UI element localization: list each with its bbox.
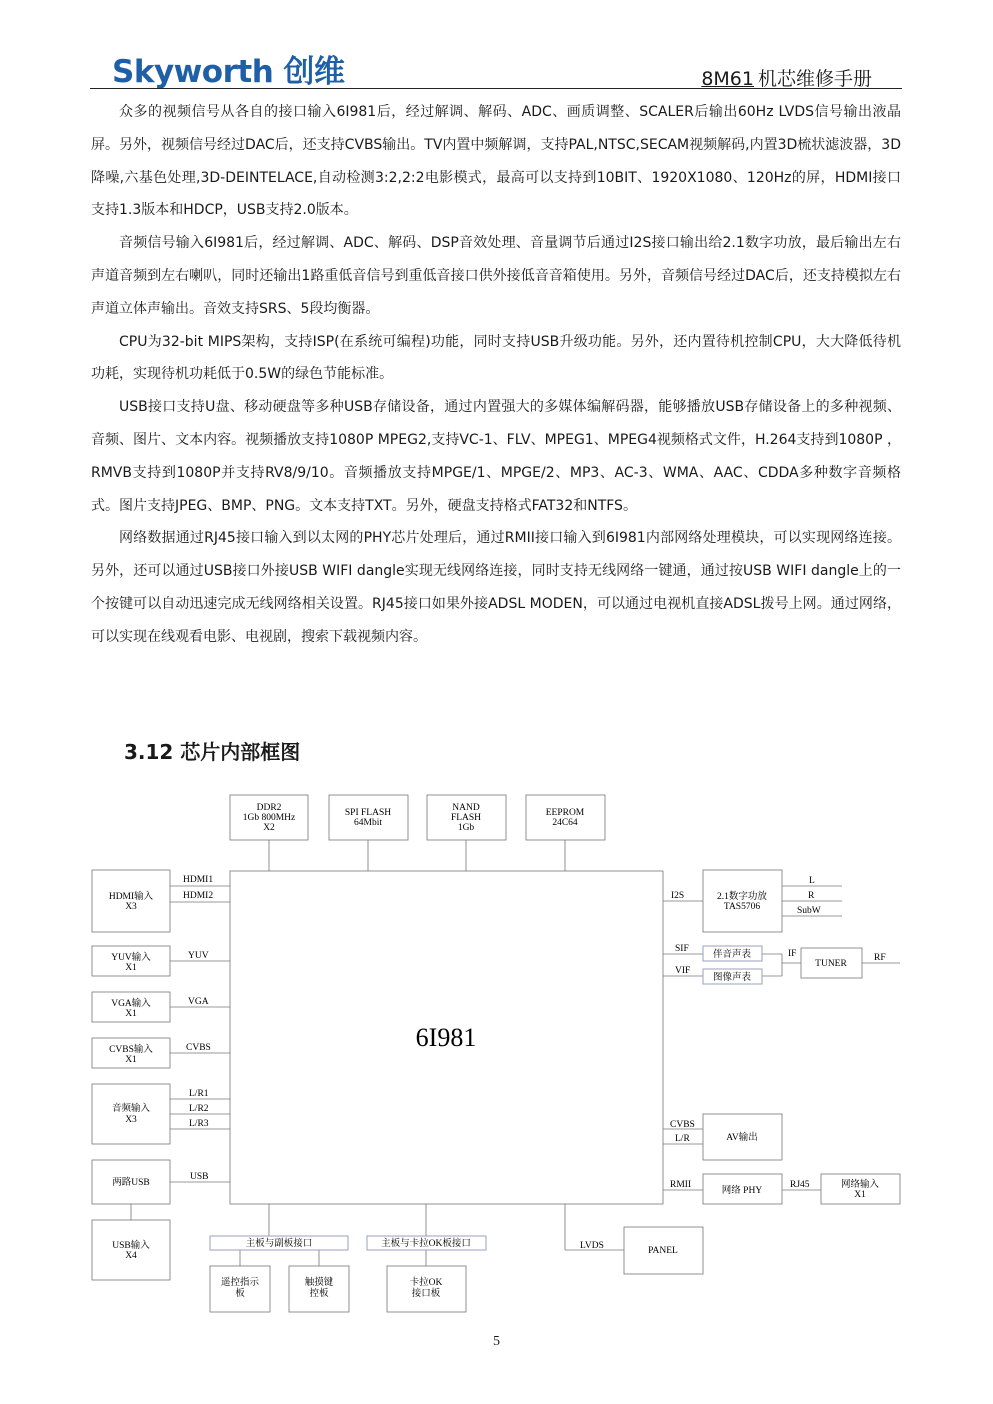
audio-input-qty: X3 xyxy=(125,1115,137,1125)
network-input-qty: X1 xyxy=(854,1190,866,1200)
hdmi-input-qty: X3 xyxy=(125,902,137,912)
paragraph-cpu: CPU为32-bit MIPS架构，支持ISP(在系统可编程)功能，同时支持USB升级功能。另外，还内置待机控制CPU，大大降低待机功耗，实现待机功耗低于0.5W的绿色节能标准。 xyxy=(91,333,901,383)
section-title: 3.12 芯片内部框图 xyxy=(124,740,301,764)
nand-label: NAND xyxy=(452,803,480,813)
block-diagram xyxy=(90,793,905,1318)
yuv-input-label: YUV输入 xyxy=(111,953,151,963)
header-rule xyxy=(90,88,902,89)
signal-lr2: L/R2 xyxy=(189,1104,209,1114)
signal-vga: VGA xyxy=(188,997,209,1007)
signal-sif: SIF xyxy=(675,944,689,954)
ddr2-spec: 1Gb 800MHz xyxy=(242,813,296,823)
signal-lvds: LVDS xyxy=(580,1241,604,1251)
hdmi-input-label: HDMI输入 xyxy=(108,892,154,902)
av-output-label: AV输出 xyxy=(726,1133,758,1143)
signal-usb: USB xyxy=(190,1172,209,1182)
signal-lr3: L/R3 xyxy=(189,1119,209,1129)
paragraph-usb: USB接口支持U盘、移动硬盘等多种USB存储设备，通过内置强大的多媒体编解码器，能够播放USB存储设备上的多种视频、音频、图片、文本内容。视频播放支持1080P MPEG2,支持VC-1、FLV、MPEG1、MPEG4视频格式文件，H.264支持到1080P ，RMVB支持到1080P并支持RV8/9/10。音频播放支持MPGE/1、MPGE/2、MP3、AC-3、WMA、AAC、CDDA多种数字音频格式。图片支持JPEG、BMP、PNG。文本支持TXT。另外，硬盘支持格式FAT32和NTFS。 xyxy=(91,399,901,514)
model-number: 8M61 xyxy=(701,68,754,90)
usb-input-label: USB输入 xyxy=(112,1241,150,1251)
signal-rj45: RJ45 xyxy=(790,1180,810,1190)
network-input-label: 网络输入 xyxy=(840,1180,880,1190)
karaoke-board-label-2: 接口板 xyxy=(411,1289,441,1299)
panel-label: PANEL xyxy=(648,1246,678,1256)
ddr2-label: DDR2 xyxy=(256,803,282,813)
signal-cvbs: CVBS xyxy=(186,1043,211,1053)
ddr2-qty: X2 xyxy=(263,823,275,833)
touch-board-label: 触摸键 xyxy=(304,1278,334,1288)
skyworth-logo: Skyworth 创维 xyxy=(112,54,345,90)
remote-board-label-2: 板 xyxy=(235,1289,245,1299)
signal-hdmi2: HDMI2 xyxy=(183,891,214,901)
paragraph-video: 众多的视频信号从各自的接口输入6I981后，经过解调、解码、ADC、画质调整、SCALER后输出60Hz LVDS信号输出液晶屏。另外，视频信号经过DAC后，还支持CVBS输出。TV内置中频解调，支持PAL,NTSC,SECAM视频解码,内置3D梳状滤波器，3D降噪,六基色处理,3D-DEINTELACE,自动检测3:2,2:2电影模式，最高可以支持到10BIT、1920X1080、120Hz的屏，HDMI接口支持1.3版本和HDCP，USB支持2.0版本。 xyxy=(91,104,901,219)
signal-vif: VIF xyxy=(675,966,691,976)
sub-board-interface-label: 主板与副板接口 xyxy=(245,1239,313,1249)
amplifier-label: 2.1数字功放 xyxy=(717,892,767,902)
audio-input-box xyxy=(92,1084,170,1144)
signal-rf: RF xyxy=(874,953,886,963)
chip-label: 6I981 xyxy=(415,1023,477,1052)
yuv-input-qty: X1 xyxy=(125,963,137,973)
manual-title: 机芯维修手册 xyxy=(757,68,872,90)
eeprom-model: 24C64 xyxy=(552,818,578,828)
tuner-label: TUNER xyxy=(815,959,847,969)
body-text xyxy=(91,96,901,654)
usb-input-qty: X4 xyxy=(125,1251,137,1261)
cvbs-input-label: CVBS输入 xyxy=(109,1045,153,1055)
dual-usb-label: 两路USB xyxy=(112,1178,150,1188)
signal-lr-out: L/R xyxy=(675,1134,690,1144)
signal-hdmi1: HDMI1 xyxy=(183,875,214,885)
page-header xyxy=(90,38,902,90)
spi-flash-label: SPI FLASH xyxy=(344,808,392,818)
picture-saw-filter-label: 图像声表 xyxy=(712,973,752,983)
signal-yuv: YUV xyxy=(188,951,209,961)
document-title xyxy=(671,64,872,91)
touch-board-label-2: 控板 xyxy=(309,1289,329,1299)
signal-r: R xyxy=(808,891,815,901)
amplifier-model: TAS5706 xyxy=(723,902,761,912)
cvbs-input-qty: X1 xyxy=(125,1055,137,1065)
nand-flash-label: FLASH xyxy=(450,813,482,823)
signal-if: IF xyxy=(788,949,797,959)
signal-subw: SubW xyxy=(797,906,821,916)
signal-cvbs-out: CVBS xyxy=(670,1120,695,1130)
page-number: 5 xyxy=(493,1334,500,1349)
karaoke-interface-label: 主板与卡拉OK板接口 xyxy=(381,1239,471,1249)
network-phy-label: 网络 PHY xyxy=(721,1186,763,1196)
paragraph-network: 网络数据通过RJ45接口输入到以太网的PHY芯片处理后，通过RMII接口输入到6I981内部网络处理模块，可以实现网络连接。另外，还可以通过USB接口外接USB WIFI dangle实现无线网络连接，同时支持无线网络一键通，通过按USB WIFI dangle上的一个按键可以自动迅速完成无线网络相关设置。RJ45接口如果外接ADSL MODEN，可以通过电视机直接ADSL拨号上网。通过网络，可以实现在线观看电影、电视剧，搜索下载视频内容。 xyxy=(91,530,901,645)
signal-i2s: I2S xyxy=(671,891,685,901)
audio-input-label: 音频输入 xyxy=(111,1104,151,1114)
vga-input-qty: X1 xyxy=(125,1009,137,1019)
spi-flash-size: 64Mbit xyxy=(354,818,382,828)
signal-l: L xyxy=(809,876,815,886)
vga-input-label: VGA输入 xyxy=(111,999,151,1009)
nand-size: 1Gb xyxy=(457,823,475,833)
eeprom-label: EEPROM xyxy=(545,808,585,818)
remote-board-label: 遥控指示 xyxy=(220,1278,260,1288)
karaoke-board-label: 卡拉OK xyxy=(409,1278,443,1288)
paragraph-audio: 音频信号输入6I981后，经过解调、ADC、解码、DSP音效处理、音量调节后通过I2S接口输出给2.1数字功放，最后输出左右声道音频到左右喇叭，同时还输出1路重低音信号到重低音接口供外接低音音箱使用。另外，音频信号经过DAC后，还支持模拟左右声道立体声输出。音效支持SRS、5段均衡器。 xyxy=(91,235,901,317)
signal-rmii: RMII xyxy=(670,1180,692,1190)
sound-saw-filter-label: 伴音声表 xyxy=(712,950,752,960)
signal-lr1: L/R1 xyxy=(189,1089,209,1099)
